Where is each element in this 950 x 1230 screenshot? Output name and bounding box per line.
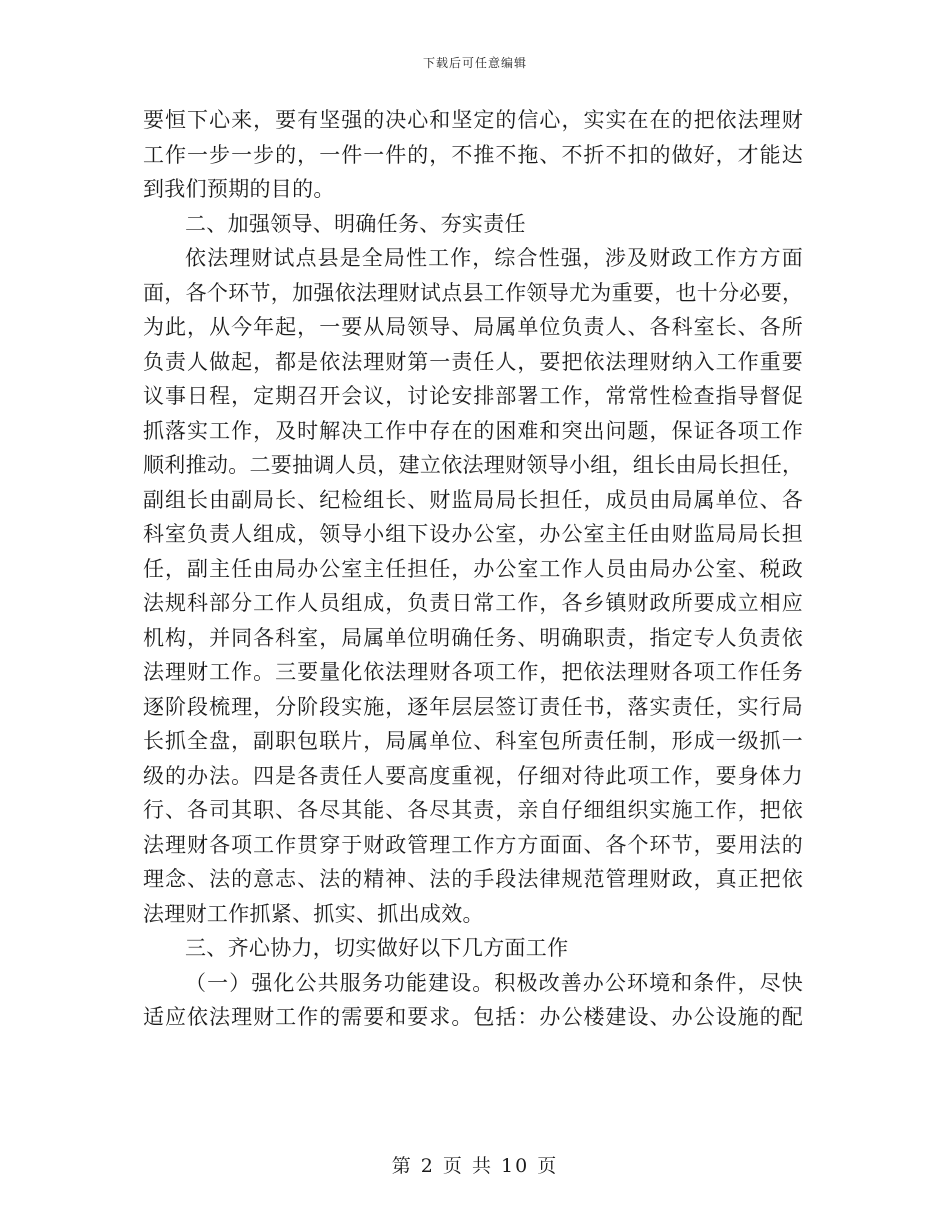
text-line: （一）强化公共服务功能建设。积极改善办公环境和条件，尽快	[185, 970, 803, 995]
text-line: 工作一步一步的，一件一件的，不推不拖、不折不扣的做好，才能达	[143, 142, 803, 167]
text-line: 三、齐心协力，切实做好以下几方面工作	[185, 936, 569, 960]
text-line: 面，各个环节，加强依法理财试点县工作领导尤为重要，也十分必要，	[143, 280, 804, 305]
text-line: 级的办法。四是各责任人要高度重视，仔细对待此项工作，要身体力	[143, 763, 803, 788]
text-line: 负责人做起，都是依法理财第一责任人，要把依法理财纳入工作重要	[143, 349, 803, 374]
text-line: 要恒下心来，要有坚强的决心和坚定的信心，实实在在的把依法理财	[143, 108, 803, 132]
text-line: 法规科部分工作人员组成，负责日常工作，各乡镇财政所要成立相应	[143, 591, 803, 615]
text-line: 适应依法理财工作的需要和要求。包括：办公楼建设、办公设施的配	[143, 1005, 803, 1029]
text-line: 议事日程，定期召开会议，讨论安排部署工作，常常性检查指导督促	[143, 384, 803, 408]
text-line: 机构，并同各科室，局属单位明确任务、明确职责，指定专人负责依	[143, 625, 803, 650]
text-line: 二、加强领导、明确任务、夯实责任	[185, 211, 526, 236]
text-line: 科室负责人组成，领导小组下设办公室，办公室主任由财监局局长担	[143, 522, 803, 546]
text-line: 依法理财试点县是全局性工作，综合性强，涉及财政工作方方面	[185, 246, 803, 270]
text-line: 法理财工作抓紧、抓实、抓出成效。	[143, 901, 484, 926]
text-line: 法理财工作。三要量化依法理财各项工作，把依法理财各项工作任务	[143, 660, 803, 684]
document-body	[143, 103, 803, 1035]
text-line: 长抓全盘，副职包联片，局属单位、科室包所责任制，形成一级抓一	[143, 729, 803, 753]
page-header: 下载后可任意编辑	[422, 56, 527, 70]
text-line: 行、各司其职、各尽其能、各尽其责，亲自仔细组织实施工作，把依	[143, 798, 803, 822]
text-line: 逐阶段梳理，分阶段实施，逐年层层签订责任书，落实责任，实行局	[143, 694, 803, 719]
text-line: 到我们预期的目的。	[143, 177, 335, 201]
text-line: 理念、法的意志、法的精神、法的手段法律规范管理财政，真正把依	[143, 867, 803, 891]
text-line: 抓落实工作，及时解决工作中存在的困难和突出问题，保证各项工作	[143, 418, 803, 443]
page-number: 第 2 页 共 10 页	[391, 1155, 559, 1177]
text-line: 顺利推动。二要抽调人员，建立依法理财领导小组，组长由局长担任，	[143, 453, 804, 477]
text-line: 副组长由副局长、纪检组长、财监局局长担任，成员由局属单位、各	[143, 487, 803, 512]
text-line: 为此，从今年起，一要从局领导、局属单位负责人、各科室长、各所	[143, 315, 803, 339]
text-line: 任，副主任由局办公室主任担任，办公室工作人员由局办公室、税政	[143, 556, 803, 581]
text-line: 法理财各项工作贯穿于财政管理工作方方面面、各个环节，要用法的	[143, 832, 803, 857]
